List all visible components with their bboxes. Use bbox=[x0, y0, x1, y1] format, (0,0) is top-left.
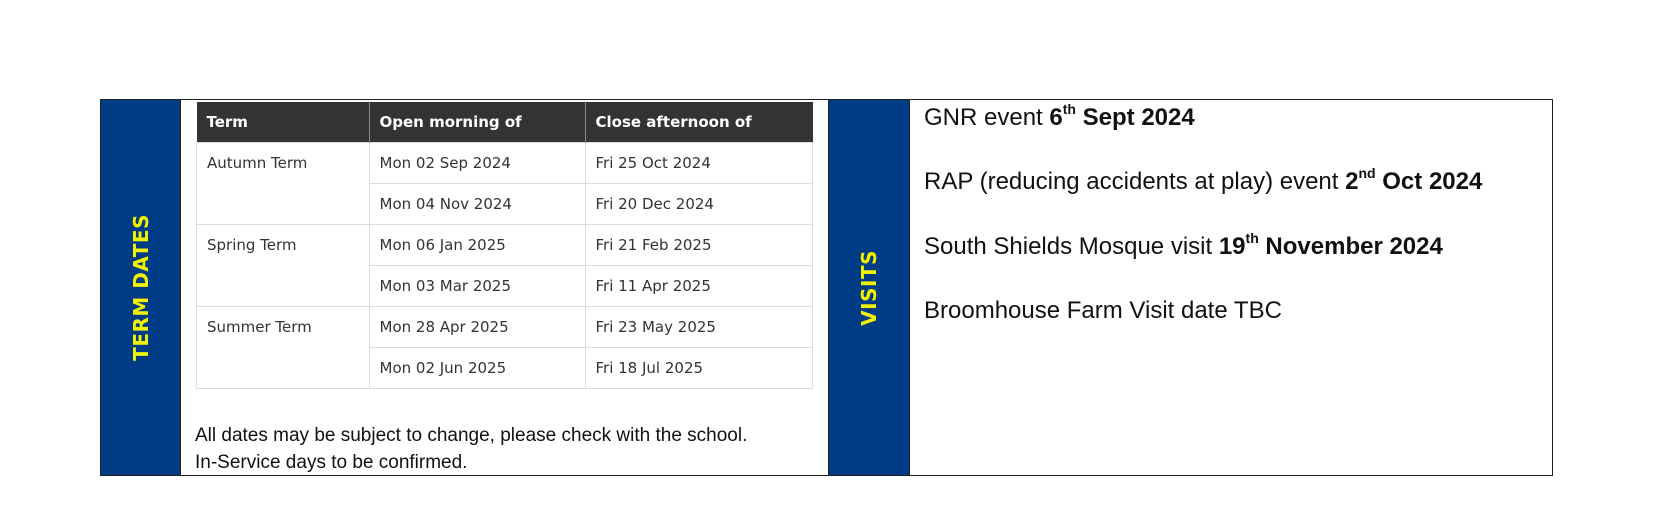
close-date: Fri 18 Jul 2025 bbox=[585, 348, 813, 389]
visits-label: VISITS bbox=[857, 249, 881, 326]
header-open: Open morning of bbox=[369, 102, 585, 143]
header-close: Close afternoon of bbox=[585, 102, 813, 143]
visit-day-suffix: th bbox=[1245, 230, 1259, 246]
term-dates-note bbox=[195, 422, 747, 476]
term-dates-band bbox=[101, 100, 181, 475]
term-name-spring: Spring Term bbox=[197, 225, 370, 307]
open-date: Mon 02 Sep 2024 bbox=[369, 143, 585, 184]
visit-date-rest: Sept 2024 bbox=[1075, 104, 1195, 131]
open-date: Mon 03 Mar 2025 bbox=[369, 266, 585, 307]
close-date: Fri 25 Oct 2024 bbox=[585, 143, 813, 184]
close-date: Fri 20 Dec 2024 bbox=[585, 184, 813, 225]
term-name-summer: Summer Term bbox=[197, 307, 370, 389]
visits-panel bbox=[910, 100, 1552, 475]
visit-item-rap bbox=[924, 165, 1483, 196]
term-name-autumn: Autumn Term bbox=[197, 143, 370, 225]
header-term: Term bbox=[197, 102, 370, 143]
term-dates-panel bbox=[181, 100, 828, 475]
visit-day: 6 bbox=[1049, 104, 1063, 131]
info-frame bbox=[100, 99, 1553, 476]
note-line-2: In-Service days to be confirmed. bbox=[195, 452, 468, 473]
table-header-row bbox=[197, 102, 813, 143]
open-date: Mon 02 Jun 2025 bbox=[369, 348, 585, 389]
close-date: Fri 21 Feb 2025 bbox=[585, 225, 813, 266]
visit-day: 2 bbox=[1345, 168, 1359, 195]
visits-band bbox=[828, 100, 910, 475]
table-row bbox=[197, 307, 813, 348]
visit-item-farm bbox=[924, 297, 1282, 325]
visit-item-gnr bbox=[924, 101, 1195, 132]
table-row bbox=[197, 225, 813, 266]
visit-date-rest: Oct 2024 bbox=[1375, 168, 1483, 195]
close-date: Fri 23 May 2025 bbox=[585, 307, 813, 348]
visit-date-rest: November 2024 bbox=[1258, 233, 1443, 260]
visit-item-mosque bbox=[924, 230, 1443, 261]
visit-day-suffix: th bbox=[1062, 101, 1076, 117]
visit-text: GNR event bbox=[924, 104, 1050, 131]
open-date: Mon 06 Jan 2025 bbox=[369, 225, 585, 266]
visit-day-suffix: nd bbox=[1358, 165, 1376, 181]
visit-text: RAP (reducing accidents at play) event bbox=[924, 168, 1346, 195]
visit-day: 19 bbox=[1218, 233, 1246, 260]
term-dates-table bbox=[196, 102, 813, 389]
visit-text: South Shields Mosque visit bbox=[924, 233, 1219, 260]
table-row bbox=[197, 143, 813, 184]
open-date: Mon 28 Apr 2025 bbox=[369, 307, 585, 348]
open-date: Mon 04 Nov 2024 bbox=[369, 184, 585, 225]
close-date: Fri 11 Apr 2025 bbox=[585, 266, 813, 307]
term-dates-label: TERM DATES bbox=[128, 214, 153, 361]
visit-text: Broomhouse Farm Visit date TBC bbox=[924, 297, 1282, 324]
note-line-1: All dates may be subject to change, please check with the school. bbox=[195, 425, 748, 446]
